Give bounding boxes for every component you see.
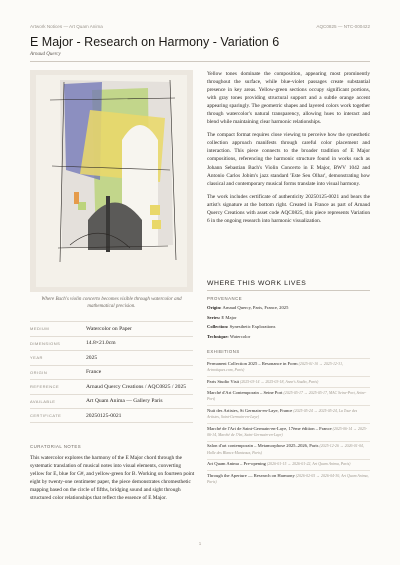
artwork-title: E Major - Research on Harmony - Variation 6 xyxy=(30,35,280,49)
meta-row-certificate xyxy=(30,408,193,423)
header-divider xyxy=(30,61,370,62)
exhibition-item xyxy=(207,470,370,488)
exhibition-name: Through the Aperture — Research on Harmony xyxy=(207,472,295,478)
provenance-label: Origin: xyxy=(207,305,222,310)
artwork-image xyxy=(30,70,193,292)
exhibition-dates: (2025-05-17 → 2025-05-17, MAC Seine-Port, Seine-Port) xyxy=(207,390,367,402)
exhibition-item xyxy=(207,387,370,405)
artwork-caption: Where Bach's violin concerto becomes visible through watercolor and mathematical precision. xyxy=(41,297,182,310)
meta-value: Arnaud Quercy Creations / AQC0825 / 2025 xyxy=(86,383,187,390)
meta-key: ORIGIN xyxy=(30,369,48,375)
meta-key: CERTIFICATE xyxy=(30,413,62,419)
page-number: 1 xyxy=(198,541,202,546)
exhibition-item xyxy=(207,441,370,459)
exhibition-dates: (2025-05-24 → 2025-05-24, La Tour des Artistes, Saint-Germain-en-Laye) xyxy=(207,408,358,420)
provenance-section xyxy=(207,296,370,344)
exhibition-name: Paris Studio Visit xyxy=(207,378,240,384)
meta-row-origin xyxy=(30,365,193,380)
exhibition-item xyxy=(207,459,370,470)
provenance-value: Watercolor xyxy=(229,334,251,340)
where-lives-divider xyxy=(207,290,370,291)
exhibition-name: Marché de l'Art de Saint-Germain-en-Laye, 17ème édition – France xyxy=(207,425,332,431)
where-lives-heading: WHERE THIS WORK LIVES xyxy=(207,280,307,287)
exhibition-dates: (2025-01-10 → 2025-12-31, Artnotiques.com, Paris) xyxy=(207,361,343,373)
meta-key: YEAR xyxy=(30,355,43,361)
page-header xyxy=(30,24,370,29)
artwork-description xyxy=(207,70,370,230)
exhibition-item xyxy=(207,405,370,423)
exhibition-dates: (2025-06-14 → 2025-06-14, Marché de l'Art, Saint-Germain-en-Laye) xyxy=(207,426,368,438)
provenance-origin xyxy=(207,305,370,311)
provenance-value: Synesthetic Explorations xyxy=(229,324,276,330)
provenance-heading: PROVENANCE xyxy=(207,296,243,301)
meta-row-dimensions xyxy=(30,336,193,351)
exhibition-name: Permanent Collection 2025 – Resonance in Form xyxy=(207,360,298,366)
provenance-value: Arnaud Quercy, Paris, France, 2025 xyxy=(222,305,289,310)
meta-key: AVAILABLE xyxy=(30,398,56,404)
exhibition-name: Art Quam Anima – Pre-opening xyxy=(207,461,266,467)
meta-value: 2025 xyxy=(86,354,98,361)
meta-value: France xyxy=(86,369,102,376)
meta-key: DIMENSIONS xyxy=(30,340,61,346)
provenance-technique xyxy=(207,334,370,340)
provenance-label: Series: xyxy=(207,314,221,320)
exhibition-item xyxy=(207,376,370,387)
exhibitions-heading: EXHIBITIONS xyxy=(207,349,240,354)
exhibition-item xyxy=(207,423,370,441)
header-right: AQC0825 — NTC-000422 xyxy=(316,24,370,29)
meta-row-available xyxy=(30,394,193,409)
provenance-collection xyxy=(207,324,370,330)
meta-row-medium xyxy=(30,321,193,336)
meta-value: Art Quam Anima — Gallery Paris xyxy=(86,398,163,405)
provenance-label: Technique: xyxy=(207,334,229,340)
description-paragraph: The compact format requires close viewing to perceive how the synesthetic collection approach manifests through careful color placement and interaction. This piece connects to the broader tradition of E Major compositions, referencing the harmonic structure found in works such as Johann Sebastian Bach's Violin Concerto in E Major, BWV 1042 and Antonio Carlos Jobim's jazz standard 'Este Seu Olhar', demonstrating how classical and contemporary musical forms translate into visual harmony. xyxy=(207,132,370,187)
meta-value: Watercolor on Paper xyxy=(86,325,132,332)
exhibition-dates: (2026-01-15 → 2026-01-22, Art Quam Anima, Paris) xyxy=(266,462,351,467)
exhibition-dates: (2025-12-26 → 2026-01-04, Halle des Blancs-Manteaux, Paris) xyxy=(207,444,364,456)
meta-key: REFERENCE xyxy=(30,384,60,390)
exhibition-name: Marché d'Art Contemporain – Seine Port xyxy=(207,389,283,395)
exhibition-name: Salon d'art contemporain – Metamorphose 2025–2026, Paris xyxy=(207,443,319,449)
meta-row-year xyxy=(30,350,193,365)
exhibition-dates: (2026-02-05 → 2026-04-30, Art Quam Anima, Paris) xyxy=(207,473,369,485)
exhibition-item xyxy=(207,358,370,376)
provenance-value: E Major xyxy=(221,314,237,320)
artist-name: Arnaud Quercy xyxy=(30,52,61,57)
meta-key: MEDIUM xyxy=(30,326,50,332)
metadata-table xyxy=(30,321,193,423)
exhibitions-section xyxy=(207,349,370,488)
meta-value: 20250125-0021 xyxy=(86,412,122,419)
curatorial-heading: CURATORIAL NOTES xyxy=(30,444,82,449)
exhibition-name: Nuit des Artistes, St Germain-en-Laye, France xyxy=(207,407,293,413)
provenance-series xyxy=(207,315,370,321)
description-paragraph: The work includes certificate of authenticity 20250125-0021 and bears the artist's signature at the bottom right. Created in France as part of Arnaud Quercy Creations with asset code AQC0825, this piece represents Variation 6 in the ongoing research into harmonic visualization. xyxy=(207,193,370,224)
meta-value: 14.8×21.0cm xyxy=(86,340,116,347)
header-left: Artwork Notices — Art Quam Anima xyxy=(30,24,103,29)
exhibition-dates: (2025-03-14 → 2025-03-18, Anne's Studio, Paris) xyxy=(240,379,319,384)
curatorial-text: This watercolor explores the harmony of the E Major chord through the systematic translation of musical notes into visual elements, converting yellow for E, blue for G#, and yellow-green for B. Working on fourteen point eight by twenty-one centimeter paper, the piece demonstrates chromesthetic mapping based on the circle of fifths, bridging sound and sight through structured color relationships that reflect the essence of E Major. xyxy=(30,455,195,501)
meta-row-reference xyxy=(30,379,193,394)
description-paragraph: Yellow tones dominate the composition, appearing most prominently throughout the surface, while blue-violet passages create substantial presence in key areas. Yellow-green sections occupy significant portions, with gray tones providing structural support and a subtle orange accent appearing sparingly. The geometric shapes and layered colors work together through watercolor's natural transparency, allowing hues to interact and blend while maintaining clear harmonic relationships. xyxy=(207,71,370,126)
provenance-label: Collection: xyxy=(207,324,229,330)
